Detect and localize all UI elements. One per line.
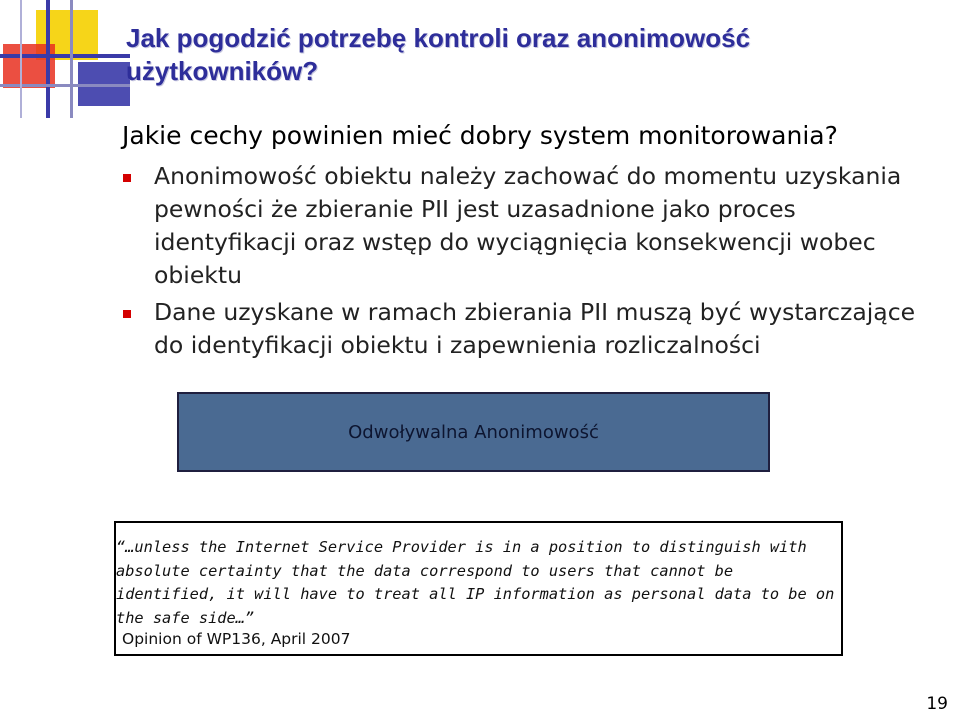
bullet-list xyxy=(122,160,942,366)
bullet-text: Dane uzyskane w ramach zbierania PII muszą być wystarczające do identyfikacji obiektu i zapewnienia rozliczalności xyxy=(154,298,916,359)
box-label: Odwoływalna Anonimowość xyxy=(348,421,599,443)
bullet-marker-icon xyxy=(123,174,131,182)
slide-title: Jak pogodzić potrzebę kontroli oraz anonimowość użytkowników? xyxy=(126,23,751,86)
page-number: 19 xyxy=(926,694,948,714)
quote-box xyxy=(114,521,843,656)
bullet-text: Anonimowość obiektu należy zachować do momentu uzyskania pewności że zbieranie PII jest uzasadnione jako proces identyfikacji oraz wstęp do wyciągnięcia konsekwencji wobec obiektu xyxy=(154,162,902,289)
quote-text: “…unless the Internet Service Provider is in a position to distinguish with absolute certainty that the data correspond to users that cannot be identified, it will have to treat all IP information as personal data to be on the safe side…” xyxy=(116,538,835,627)
bullet-item xyxy=(122,296,942,362)
bullet-item xyxy=(122,160,942,292)
quote-source: Opinion of WP136, April 2007 xyxy=(122,630,351,648)
intro-question: Jakie cechy powinien mieć dobry system monitorowania? xyxy=(122,121,838,150)
bullet-marker-icon xyxy=(123,310,131,318)
revocable-anonymity-box xyxy=(177,392,770,472)
